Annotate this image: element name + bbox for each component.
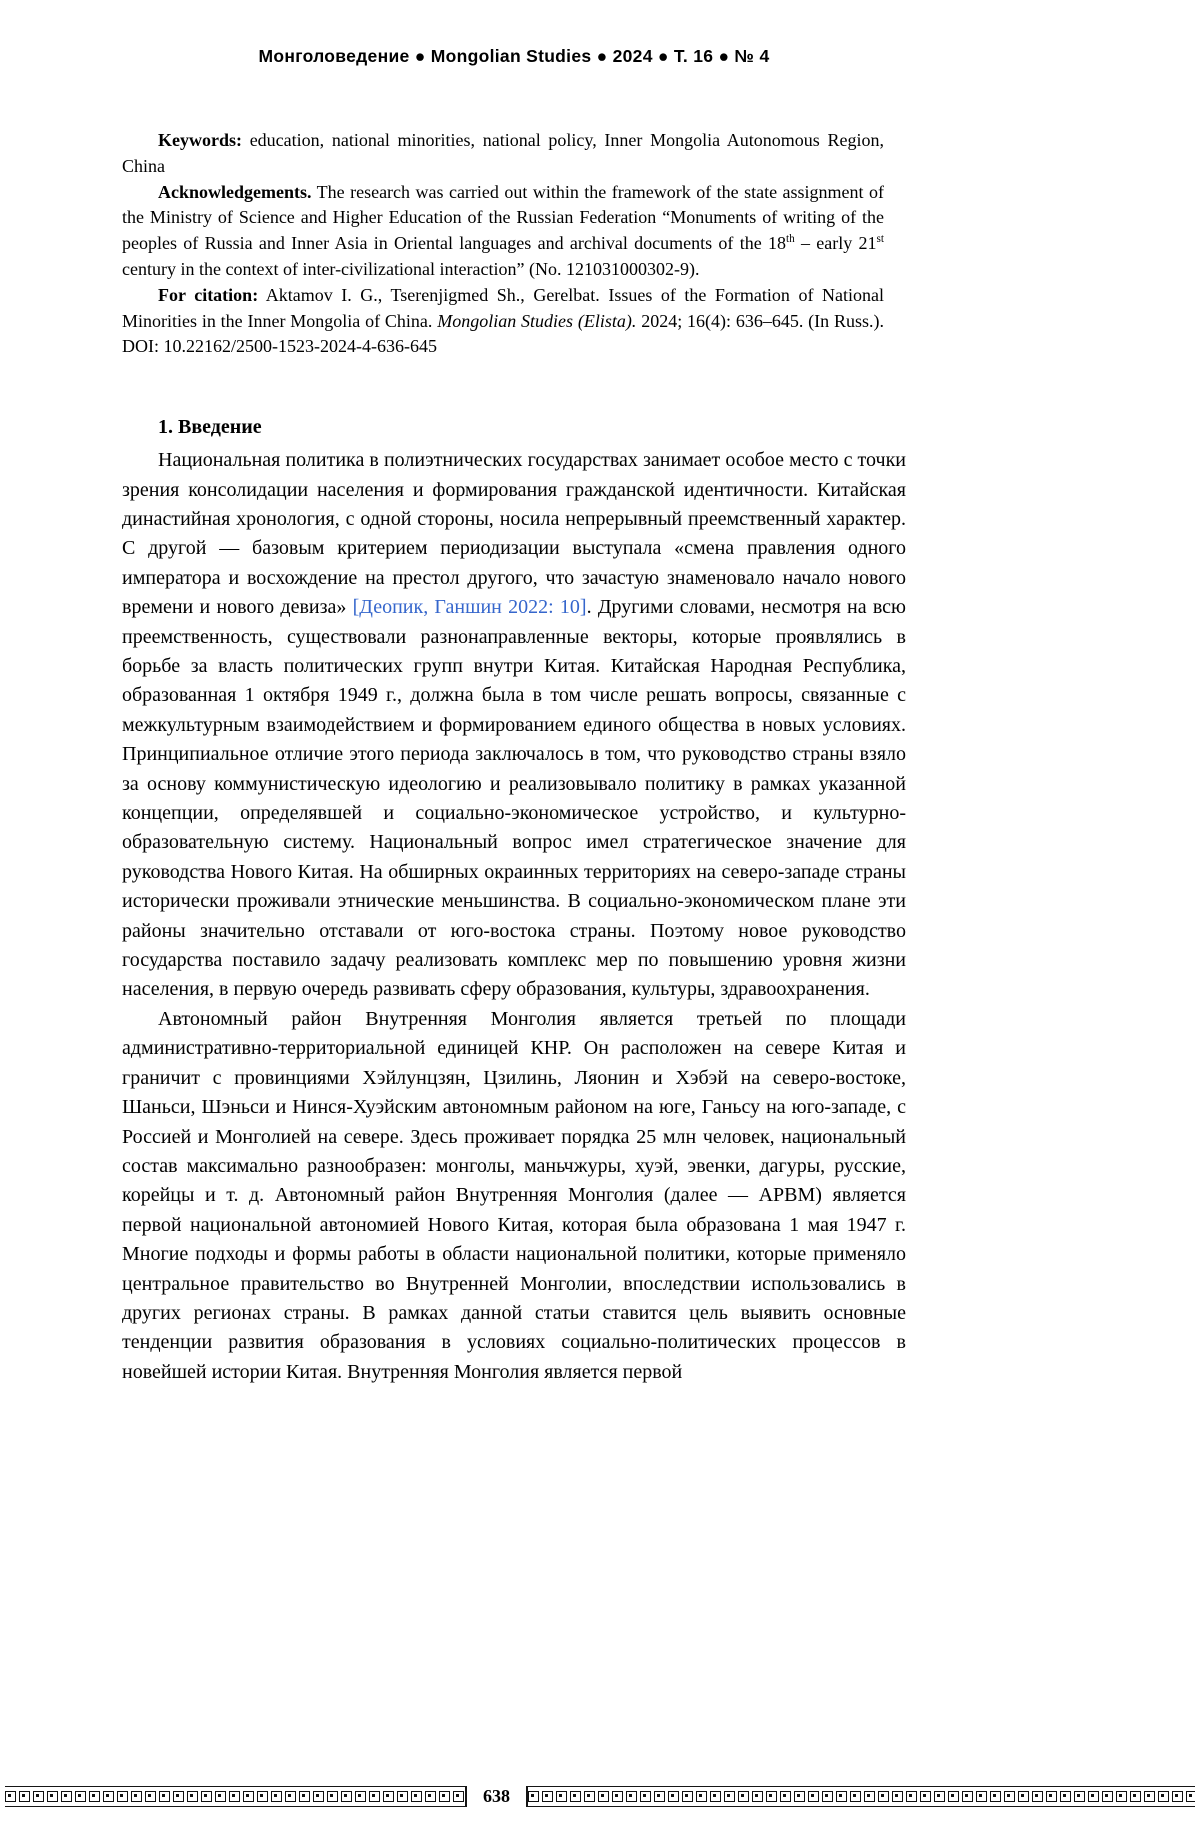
meander-ornament-icon (75, 1791, 86, 1802)
meander-ornament-icon (201, 1791, 212, 1802)
meander-ornament-icon (229, 1791, 240, 1802)
meander-ornament-icon (145, 1791, 156, 1802)
meander-ornament-icon (794, 1791, 805, 1802)
meander-ornament-icon (257, 1791, 268, 1802)
for-citation-paragraph (122, 283, 884, 360)
meander-ornament-icon (878, 1791, 889, 1802)
meander-ornament-icon (313, 1791, 324, 1802)
meander-ornament-icon (682, 1791, 693, 1802)
for-citation-text-1: Aktamov I. G., Tserenjigmed Sh., Gerelbat. Issues of the Formation of National Minorities in the Inner Mongolia of China. (122, 284, 884, 331)
meander-ornament-icon (934, 1791, 945, 1802)
meander-ornament-icon (341, 1791, 352, 1802)
meander-ornament-icon (131, 1791, 142, 1802)
keywords-paragraph (122, 128, 884, 180)
meander-ornament-icon (556, 1791, 567, 1802)
keywords-text: education, national minorities, national policy, Inner Mongolia Autonomous Region, China (122, 130, 884, 176)
meander-ornament-icon (355, 1791, 366, 1802)
footer-ornament-left (5, 1786, 465, 1807)
acknowledgements-paragraph (122, 180, 884, 283)
meander-ornament-icon (598, 1791, 609, 1802)
meander-ornament-icon (425, 1791, 436, 1802)
meander-ornament-icon (33, 1791, 44, 1802)
superscript-st: st (876, 233, 884, 246)
meander-ornament-icon (1116, 1791, 1127, 1802)
meander-ornament-icon (103, 1791, 114, 1802)
meander-ornament-icon (1130, 1791, 1141, 1802)
meander-ornament-icon (864, 1791, 875, 1802)
meander-ornament-icon (411, 1791, 422, 1802)
meander-ornament-icon (187, 1791, 198, 1802)
meander-ornament-icon (990, 1791, 1001, 1802)
meander-ornament-icon (724, 1791, 735, 1802)
meander-ornament-icon (5, 1791, 16, 1802)
acknowledgements-label: Acknowledgements. (158, 181, 312, 202)
meander-ornament-icon (1074, 1791, 1085, 1802)
meander-ornament-icon (397, 1791, 408, 1802)
meander-ornament-icon (89, 1791, 100, 1802)
meander-ornament-icon (1004, 1791, 1015, 1802)
page-number-box (465, 1786, 528, 1807)
meander-ornament-icon (822, 1791, 833, 1802)
meander-ornament-icon (215, 1791, 226, 1802)
meander-ornament-icon (626, 1791, 637, 1802)
meander-ornament-icon (808, 1791, 819, 1802)
paragraph-1-text-after-link: . Другими словами, несмотря на всю преемственность, существовали разнонаправленные векторы, которые проявлялись в борьбе за власть политических групп внутри Китая. Китайская Народная Республика, образованная 1 октября 1949 г., должна была в том числе решать вопросы, связанные с межкультурным взаимодействием и формированием единого общества в новых условиях. Принципиальное отличие этого периода заключалось в том, что руководство страны взяло за основу коммунистическую идеологию и реализовывало политику в рамках указанной концепции, определявшей и социально-экономическое устройство, и культурно-образовательную систему. Национальный вопрос имел стратегическое значение для руководства Нового Китая. На обширных окраинных территориях на северо-западе страны исторически проживали этнические меньшинства. В социально-экономическом плане эти районы значительно отставали от юго-востока страны. Поэтому новое руководство государства поставило задачу реализовать комплекс мер по повышению уровня жизни населения, в первую очередь развивать сферу образования, культуры, здравоохранения. (122, 596, 906, 1001)
page-footer (5, 1786, 1195, 1807)
meander-ornament-icon (570, 1791, 581, 1802)
paragraph-introduction-1 (122, 446, 906, 1005)
meander-ornament-icon (850, 1791, 861, 1802)
meander-ornament-icon (766, 1791, 777, 1802)
meander-ornament-icon (920, 1791, 931, 1802)
meander-ornament-icon (976, 1791, 987, 1802)
meander-ornament-icon (1032, 1791, 1043, 1802)
journal-running-head: Монголоведение ● Mongolian Studies ● 2024 ● Т. 16 ● № 4 (258, 46, 770, 66)
meander-ornament-icon (1144, 1791, 1155, 1802)
meander-ornament-icon (1158, 1791, 1169, 1802)
meander-ornament-icon (836, 1791, 847, 1802)
meander-ornament-icon (892, 1791, 903, 1802)
meander-ornament-icon (299, 1791, 310, 1802)
page-number: 638 (483, 1786, 510, 1806)
for-citation-label: For citation: (158, 284, 259, 305)
meander-ornament-icon (369, 1791, 380, 1802)
keywords-label: Keywords: (158, 130, 242, 150)
meander-ornament-icon (19, 1791, 30, 1802)
section-heading-introduction: 1. Введение (158, 416, 262, 439)
meander-ornament-icon (696, 1791, 707, 1802)
acknowledgements-text-2: – early 21 (794, 233, 877, 254)
meander-ornament-icon (271, 1791, 282, 1802)
meander-ornament-icon (738, 1791, 749, 1802)
meander-ornament-icon (61, 1791, 72, 1802)
meander-ornament-icon (710, 1791, 721, 1802)
meander-ornament-icon (1172, 1791, 1183, 1802)
meander-ornament-icon (542, 1791, 553, 1802)
meander-ornament-icon (285, 1791, 296, 1802)
meander-ornament-icon (439, 1791, 450, 1802)
meander-ornament-icon (528, 1791, 539, 1802)
meander-ornament-icon (752, 1791, 763, 1802)
meander-ornament-icon (327, 1791, 338, 1802)
meander-ornament-icon (117, 1791, 128, 1802)
meander-ornament-icon (1186, 1791, 1195, 1802)
meander-ornament-icon (612, 1791, 623, 1802)
journal-name-italic: Mongolian Studies (Elista). (437, 310, 637, 331)
meander-ornament-icon (243, 1791, 254, 1802)
article-content (122, 128, 906, 1387)
meander-ornament-icon (173, 1791, 184, 1802)
meander-ornament-icon (1046, 1791, 1057, 1802)
meander-ornament-icon (383, 1791, 394, 1802)
meander-ornament-icon (159, 1791, 170, 1802)
meander-ornament-icon (584, 1791, 595, 1802)
meander-ornament-icon (962, 1791, 973, 1802)
meander-ornament-icon (780, 1791, 791, 1802)
meander-ornament-icon (1088, 1791, 1099, 1802)
meander-ornament-icon (948, 1791, 959, 1802)
footer-ornament-right (528, 1786, 1195, 1807)
superscript-th: th (785, 233, 795, 246)
meander-ornament-icon (1018, 1791, 1029, 1802)
meander-ornament-icon (1060, 1791, 1071, 1802)
meander-ornament-icon (640, 1791, 651, 1802)
for-citation-text-2: 2024; 16(4): 636–645. (In Russ.). DOI: 10.22162/2500-1523-2024-4-636-645 (122, 310, 884, 357)
paragraph-1-text-before-link: Национальная политика в полиэтнических государствах занимает особое место с точки зрения консолидации населения и формирования гражданской идентичности. Китайская династийная хронология, с одной стороны, носила непрерывный преемственный характер. С другой — базовым критерием периодизации выступала «смена правления одного императора и восхождение на престол другого, что зачастую знаменовало начало нового времени и нового девиза» (122, 449, 906, 619)
in-text-citation-link[interactable]: [Деопик, Ганшин 2022: 10] (352, 596, 587, 619)
acknowledgements-text-1: The research was carried out within the framework of the state assignment of the Ministry of Science and Higher Education of the Russian Federation “Monuments of writing of the peoples of Russia and Inner Asia in Oriental languages and archival documents of the 18 (122, 181, 884, 254)
meander-ornament-icon (1102, 1791, 1113, 1802)
meander-ornament-icon (668, 1791, 679, 1802)
meander-ornament-icon (453, 1791, 464, 1802)
acknowledgements-text-3: century in the context of inter-civilizational interaction” (No. 121031000302-9). (122, 258, 700, 279)
meander-ornament-icon (906, 1791, 917, 1802)
meander-ornament-icon (47, 1791, 58, 1802)
meander-ornament-icon (654, 1791, 665, 1802)
paragraph-introduction-2: Автономный район Внутренняя Монголия является третьей по площади административно-территориальной единицей КНР. Он расположен на севере Китая и граничит с провинциями Хэйлунцзян, Цзилинь, Ляонин и Хэбэй на северо-востоке, Шаньси, Шэньси и Нинся-Хуэйским автономным районом на юге, Ганьсу на юго-западе, с Россией и Монголией на севере. Здесь проживает порядка 25 млн человек, национальный состав максимально разнообразен: монголы, маньчжуры, хуэй, эвенки, дагуры, русские, корейцы и т. д. Автономный район Внутренняя Монголия (далее — АРВМ) является первой национальной автономией Нового Китая, которая была образована 1 мая 1947 г. Многие подходы и формы работы в области национальной политики, которые применяло центральное правительство во Внутренней Монголии, впоследствии использовались в других регионах страны. В рамках данной статьи ставится цель выявить основные тенденции развития образования в условиях социально-политических процессов в новейшей истории Китая. Внутренняя Монголия является первой (122, 1007, 906, 1383)
